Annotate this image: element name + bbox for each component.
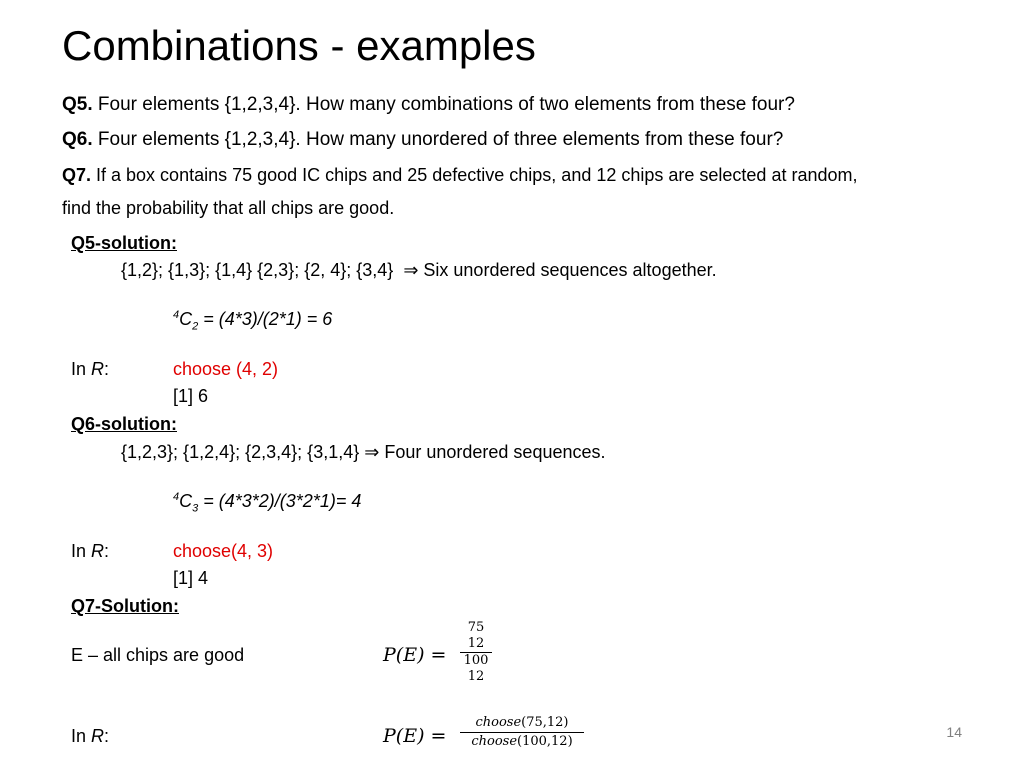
q5-formula-rest: = (4*3)/(2*1) = 6	[198, 309, 333, 329]
q5-formula-sup: 4	[173, 309, 180, 321]
q6-formula-sup: 4	[173, 491, 180, 503]
implies-icon: ⇒	[364, 442, 380, 462]
q6-r-code: choose(4, 3)	[173, 541, 274, 561]
q7-in-r-label	[71, 724, 109, 748]
q5-solution-heading: Q5-solution:	[71, 233, 177, 253]
q7-pe-label-1: P(E) =	[383, 644, 447, 666]
q7-fraction-binomial	[460, 620, 492, 685]
q6-sets: {1,2,3}; {1,2,4}; {2,3,4}; {3,1,4}	[121, 442, 360, 462]
implies-icon: ⇒	[403, 260, 419, 280]
frac1-den-bottom: 12	[467, 669, 485, 684]
q6-conclusion: Four unordered sequences.	[379, 442, 606, 462]
page-number: 14	[946, 724, 962, 740]
q6-formula-c: C	[179, 491, 193, 511]
q5-conclusion: Six unordered sequences altogether.	[418, 260, 717, 280]
q6-solution-heading: Q6-solution:	[71, 414, 177, 434]
frac2-num-fn: choose	[475, 715, 522, 730]
q5-label: Q5.	[62, 94, 93, 115]
question-q7	[62, 162, 858, 188]
q5-formula-c: C	[179, 309, 193, 329]
q6-formula	[173, 485, 361, 521]
question-q6	[62, 127, 783, 153]
in-r-text: In	[71, 541, 92, 561]
q5-r-output: [1] 6	[173, 386, 209, 406]
frac2-num-args: (75,12)	[521, 715, 569, 730]
frac2-den-args: (100,12)	[517, 734, 573, 749]
in-r-text: In	[71, 726, 92, 746]
q7-pe-label-2: P(E) =	[383, 725, 447, 747]
in-r-colon: :	[104, 541, 110, 561]
q5-sets-line	[121, 258, 717, 282]
slide-title: Combinations - examples	[62, 22, 536, 69]
q6-formula-sub: 3	[192, 502, 199, 515]
q6-in-r-label	[71, 539, 109, 563]
q7-text-line1: If a box contains 75 good IC chips and 25 defective chips, and 12 chips are selected at random,	[91, 165, 858, 185]
q5-sets: {1,2}; {1,3}; {1,4} {2,3}; {2, 4}; {3,4}	[121, 260, 394, 280]
q6-text: Four elements {1,2,3,4}. How many unordered of three elements from these four?	[92, 129, 784, 150]
frac1-num-bottom: 12	[460, 636, 492, 653]
frac2-denominator	[471, 734, 572, 750]
frac2-den-fn: choose	[471, 734, 518, 749]
q5-r-code: choose (4, 2)	[173, 359, 279, 379]
q7-event: E – all chips are good	[71, 645, 245, 665]
q5-formula-sub: 2	[192, 320, 199, 333]
q6-sets-line	[121, 440, 606, 464]
in-r-r: R	[91, 359, 105, 379]
fraction-bar	[460, 732, 584, 733]
q6-r-output: [1] 4	[173, 568, 209, 588]
q7-text-line2: find the probability that all chips are good.	[62, 198, 395, 218]
in-r-r: R	[91, 541, 105, 561]
frac2-numerator	[475, 715, 568, 731]
q6-formula-rest: = (4*3*2)/(3*2*1)= 4	[198, 491, 362, 511]
q7-fraction-choose	[460, 715, 584, 750]
q5-in-r-label	[71, 357, 109, 381]
q5-formula	[173, 303, 332, 339]
q7-solution-heading: Q7-Solution:	[71, 596, 179, 616]
in-r-colon: :	[104, 726, 110, 746]
q7-label: Q7.	[62, 165, 92, 185]
q5-text: Four elements {1,2,3,4}. How many combinations of two elements from these four?	[92, 94, 795, 115]
in-r-colon: :	[104, 359, 110, 379]
frac1-num-top: 75	[467, 620, 485, 635]
in-r-text: In	[71, 359, 92, 379]
question-q5	[62, 92, 795, 118]
in-r-r: R	[91, 726, 105, 746]
frac1-den-top: 100	[463, 653, 489, 668]
q6-label: Q6.	[62, 129, 93, 150]
